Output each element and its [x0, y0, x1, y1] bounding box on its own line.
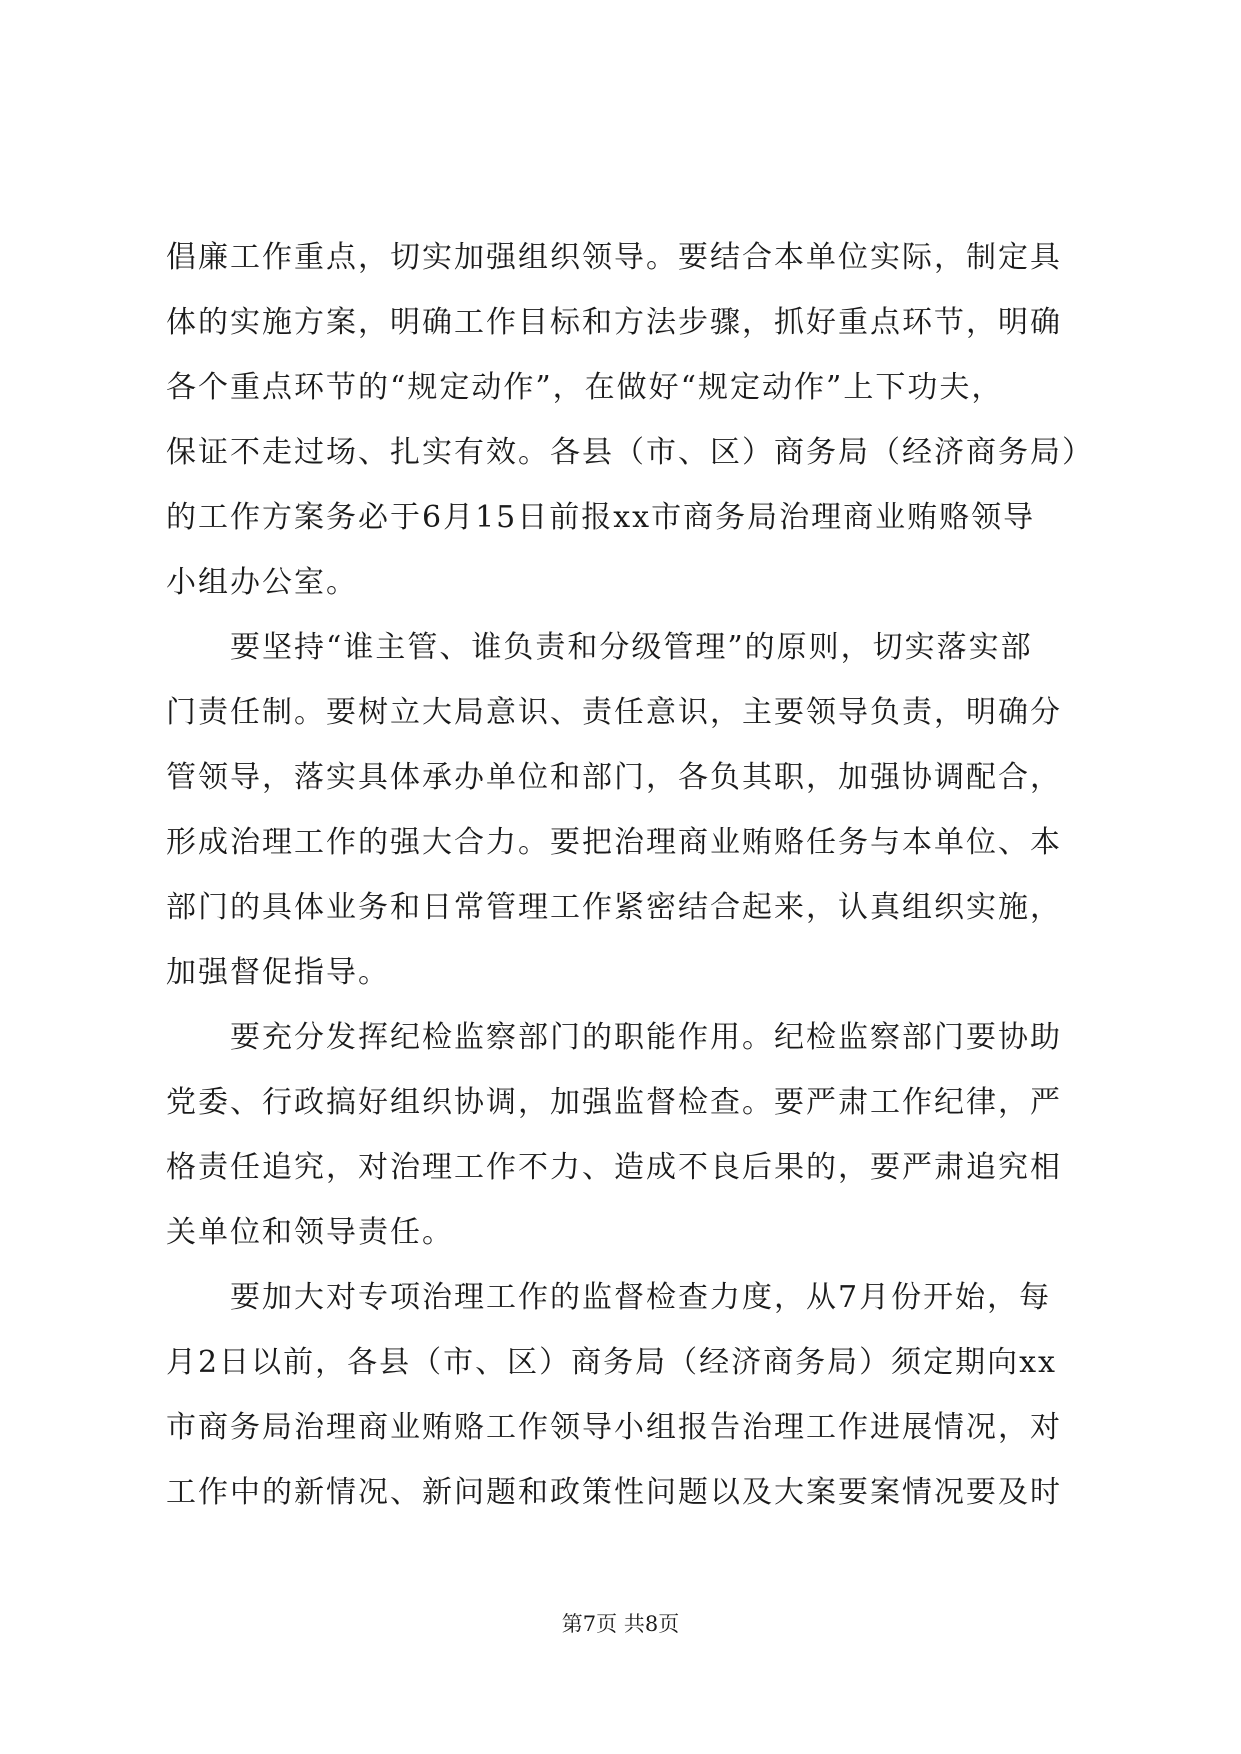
document-body: [166, 225, 1094, 1525]
paragraph: [166, 225, 1094, 615]
text-line: 工作中的新情况、新问题和政策性问题以及大案要案情况要及时: [166, 1475, 1062, 1510]
page-number: 第7页 共8页: [561, 1612, 680, 1636]
text-line: 要充分发挥纪检监察部门的职能作用。纪检监察部门要协助: [230, 1020, 1062, 1055]
text-line: 关单位和领导责任。: [166, 1215, 454, 1250]
text-line: 管领导，落实具体承办单位和部门，各负其职，加强协调配合，: [166, 760, 1062, 795]
paragraph: [166, 615, 1082, 1005]
text-line: 月2日以前，各县（市、区）商务局（经济商务局）须定期向xx: [166, 1345, 1057, 1380]
text-line: 门责任制。要树立大局意识、责任意识，主要领导负责，明确分: [166, 695, 1062, 730]
text-line: 要加大对专项治理工作的监督检查力度，从7月份开始，每: [230, 1280, 1052, 1315]
page-footer: [0, 1610, 1241, 1638]
text-line: 保证不走过场、扎实有效。各县（市、区）商务局（经济商务局）: [166, 435, 1094, 470]
text-line: 党委、行政搞好组织协调，加强监督检查。要严肃工作纪律，严: [166, 1085, 1062, 1120]
paragraph: [166, 1005, 1082, 1265]
text-line: 小组办公室。: [166, 565, 358, 600]
text-line: 格责任追究，对治理工作不力、造成不良后果的，要严肃追究相: [166, 1150, 1062, 1185]
text-line: 的工作方案务必于6月15日前报xx市商务局治理商业贿赂领导: [166, 500, 1036, 535]
text-line: 体的实施方案，明确工作目标和方法步骤，抓好重点环节，明确: [166, 305, 1062, 340]
text-line: 倡廉工作重点，切实加强组织领导。要结合本单位实际，制定具: [166, 240, 1062, 275]
paragraph: [166, 1265, 1082, 1525]
text-line: 形成治理工作的强大合力。要把治理商业贿赂任务与本单位、本: [166, 825, 1062, 860]
text-line: 要坚持“谁主管、谁负责和分级管理”的原则，切实落实部: [230, 630, 1033, 665]
text-line: 部门的具体业务和日常管理工作紧密结合起来，认真组织实施，: [166, 890, 1062, 925]
text-line: 加强督促指导。: [166, 955, 390, 990]
text-line: 市商务局治理商业贿赂工作领导小组报告治理工作进展情况，对: [166, 1410, 1062, 1445]
text-line: 各个重点环节的“规定动作”，在做好“规定动作”上下功夫，: [166, 370, 1004, 405]
